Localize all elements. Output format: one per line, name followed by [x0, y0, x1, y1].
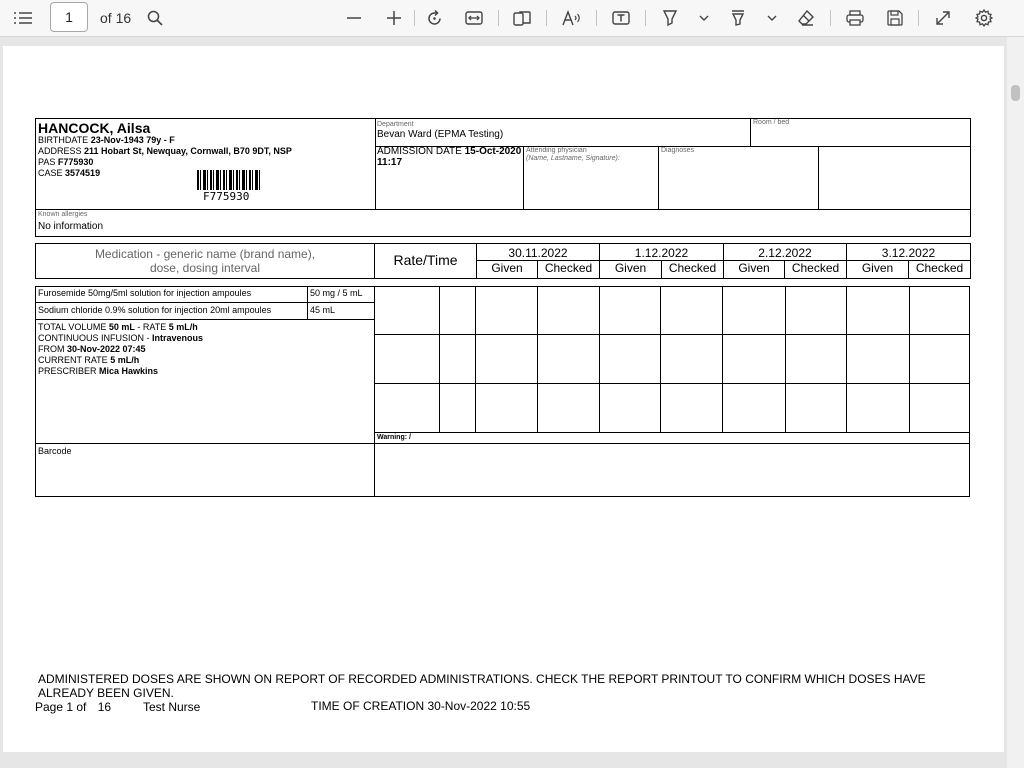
medication-chart-document [3, 46, 1004, 752]
date-header-3: 2.12.2022 [758, 246, 812, 260]
given-header: Given [861, 261, 894, 275]
checked-header: Checked [668, 261, 717, 275]
from-label: FROM [38, 344, 65, 354]
settings-icon[interactable] [973, 7, 995, 29]
page-count-label: of 16 [100, 10, 132, 26]
department-value: Bevan Ward (EPMA Testing) [377, 129, 504, 140]
chevron-down-icon[interactable] [765, 8, 779, 28]
save-icon[interactable] [884, 8, 906, 28]
allergies-label: Known allergies [38, 211, 88, 218]
medication-item-name: Furosemide 50mg/5ml solution for injection ampoules [38, 288, 252, 298]
pdf-toolbar [0, 0, 1024, 37]
toolbar-divider [498, 10, 499, 26]
pdf-page [3, 46, 1004, 752]
eraser-icon[interactable] [795, 8, 817, 28]
patient-barcode [197, 170, 261, 190]
vertical-scrollbar[interactable] [1007, 37, 1024, 768]
search-icon[interactable] [144, 8, 166, 28]
department-label: Department [377, 121, 414, 128]
pas-value: F775930 [57, 157, 94, 167]
admission-date-value: 15-Oct-2020 [464, 146, 522, 157]
toolbar-divider [596, 10, 597, 26]
two-page-icon[interactable] [511, 8, 533, 28]
prescriber-line [38, 366, 203, 377]
read-aloud-icon[interactable] [561, 8, 583, 28]
patient-name: HANCOCK, Ailsa [38, 120, 151, 136]
birthdate-value: 23-Nov-1943 79y - F [90, 135, 175, 145]
medication-item-name: Sodium chloride 0.9% solution for injection 20ml ampoules [38, 305, 272, 315]
date-header-4: 3.12.2022 [881, 246, 936, 260]
infusion-line [38, 333, 203, 344]
notice-line-1: ADMINISTERED DOSES ARE SHOWN ON REPORT OF RECORDED ADMINISTRATIONS. CHECK THE REPORT PRINTOUT TO CONFIRM WHICH DOSES HAVE [38, 672, 926, 686]
administration-notice [38, 672, 926, 700]
admission-date [377, 146, 521, 168]
address-label: ADDRESS [38, 146, 82, 156]
page-number-input[interactable]: 1 [50, 2, 88, 32]
admission-label: ADMISSION DATE [377, 146, 462, 157]
creation-label: TIME OF CREATION [311, 699, 425, 713]
scrollbar-thumb[interactable] [1011, 85, 1020, 101]
footer-user: Test Nurse [143, 700, 201, 714]
medication-column-header [36, 247, 374, 275]
total-volume-line [38, 322, 203, 333]
rate-value: 5 mL/h [168, 322, 198, 332]
date-header-2: 1.12.2022 [634, 246, 689, 260]
current-rate-line [38, 355, 203, 366]
checked-header: Checked [791, 261, 840, 275]
total-volume-label: TOTAL VOLUME [38, 322, 107, 332]
zoom-out-icon[interactable] [343, 8, 365, 28]
patient-address [38, 146, 292, 156]
chevron-down-icon[interactable] [697, 8, 711, 28]
toolbar-divider [830, 10, 831, 26]
draw-icon[interactable] [659, 8, 681, 28]
prescriber-label: PRESCRIBER [38, 366, 97, 376]
creation-value: 30-Nov-2022 10:55 [427, 699, 531, 713]
given-header: Given [614, 261, 647, 275]
rate-time-header: Rate/Time [393, 252, 458, 268]
barcode-label: Barcode [38, 446, 72, 456]
address-value: 211 Hobart St, Newquay, Cornwall, B70 9DT, NSP [84, 146, 292, 156]
patient-pas [38, 157, 93, 167]
case-label: CASE [38, 168, 63, 178]
checked-header: Checked [915, 261, 964, 275]
text-box-icon[interactable] [610, 8, 632, 28]
zoom-in-icon[interactable] [383, 8, 405, 28]
admission-time-value: 11:17 [377, 157, 403, 168]
highlight-icon[interactable] [727, 8, 749, 28]
print-icon[interactable] [844, 8, 866, 28]
toolbar-divider [414, 10, 415, 26]
physician-label: Attending physician [526, 147, 587, 154]
toolbar-divider [645, 10, 646, 26]
allergies-value: No information [38, 221, 104, 232]
medication-header-line2: dose, dosing interval [149, 261, 261, 275]
rate-label: - RATE [137, 322, 167, 332]
notice-line-2: ALREADY BEEN GIVEN. [38, 686, 174, 700]
warning-text [377, 434, 411, 441]
pas-label: PAS [38, 157, 56, 167]
toolbar-divider [546, 10, 547, 26]
page-footer-label [35, 700, 111, 714]
current-rate-value: 5 mL/h [110, 355, 140, 365]
patient-case [38, 168, 100, 178]
from-value: 30-Nov-2022 07:45 [67, 344, 146, 354]
medication-header-line1: Medication - generic name (brand name), [94, 247, 316, 261]
infusion-details [38, 322, 203, 377]
current-rate-label: CURRENT RATE [38, 355, 108, 365]
menu-icon[interactable] [12, 8, 34, 28]
prescriber-value: Mica Hawkins [99, 366, 159, 376]
medication-item-dose: 50 mg / 5 mL [310, 288, 363, 298]
toolbar-divider [918, 10, 919, 26]
total-volume-value: 50 mL [108, 322, 135, 332]
given-header: Given [738, 261, 770, 275]
infusion-route: Intravenous [152, 333, 204, 343]
fit-width-icon[interactable] [463, 8, 485, 28]
birthdate-label: BIRTHDATE [38, 135, 89, 145]
creation-time [311, 699, 530, 713]
checked-header: Checked [544, 261, 593, 275]
given-header: Given [491, 261, 523, 275]
medication-item-dose: 45 mL [310, 305, 336, 315]
case-value: 3574519 [65, 168, 101, 178]
date-header-1: 30.11.2022 [508, 246, 568, 260]
barcode-number: F775930 [203, 190, 250, 203]
physician-hint: (Name, Lastname, Signature): [526, 155, 620, 162]
rotate-icon[interactable] [423, 8, 445, 28]
footer-page-label: Page 1 of [35, 700, 87, 714]
infusion-separator: - [146, 333, 150, 343]
diagnoses-label: Diagnoses [661, 147, 695, 154]
warning-label: Warning: [377, 434, 408, 441]
room-bed-label: Room / bed [753, 119, 790, 126]
infusion-label: CONTINUOUS INFUSION [38, 333, 145, 343]
warning-value: / [409, 434, 411, 441]
from-line [38, 344, 203, 355]
footer-page-total: 16 [97, 700, 112, 714]
fullscreen-icon[interactable] [932, 8, 954, 28]
patient-birthdate [38, 135, 175, 145]
